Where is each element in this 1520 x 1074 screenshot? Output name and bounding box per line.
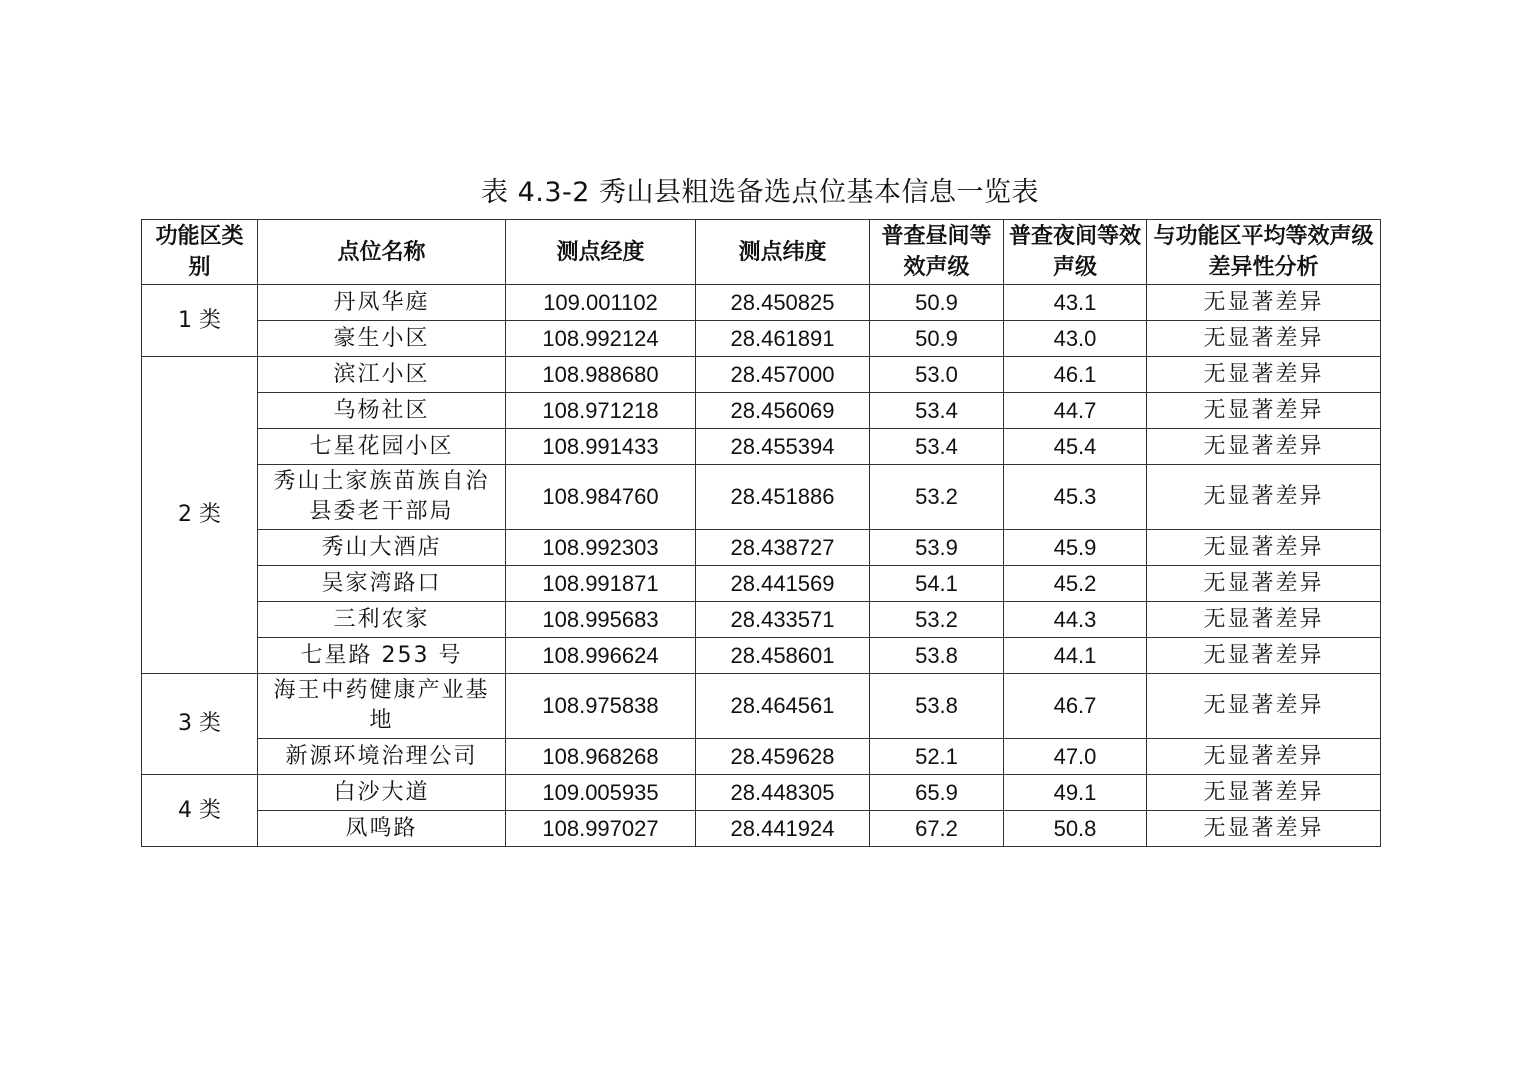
day-level-cell: 53.2 [870, 602, 1004, 638]
latitude-cell: 28.441569 [696, 566, 870, 602]
day-level-cell: 50.9 [870, 321, 1004, 357]
longitude-cell: 108.991871 [506, 566, 696, 602]
night-level-cell: 45.2 [1004, 566, 1147, 602]
table-row [142, 739, 1381, 775]
day-level-cell: 53.9 [870, 530, 1004, 566]
analysis-cell: 无显著差异 [1147, 357, 1381, 393]
header-point-name: 点位名称 [258, 220, 506, 285]
latitude-cell: 28.451886 [696, 465, 870, 530]
point-name-cell: 新源环境治理公司 [258, 739, 506, 775]
analysis-cell: 无显著差异 [1147, 638, 1381, 674]
latitude-cell: 28.456069 [696, 393, 870, 429]
longitude-cell: 108.988680 [506, 357, 696, 393]
table-row [142, 465, 1381, 530]
table-row [142, 285, 1381, 321]
table-row [142, 357, 1381, 393]
day-level-cell: 53.2 [870, 465, 1004, 530]
latitude-cell: 28.457000 [696, 357, 870, 393]
longitude-cell: 109.001102 [506, 285, 696, 321]
latitude-cell: 28.461891 [696, 321, 870, 357]
header-night-level: 普查夜间等效声级 [1004, 220, 1147, 285]
latitude-cell: 28.464561 [696, 674, 870, 739]
longitude-cell: 108.968268 [506, 739, 696, 775]
analysis-cell: 无显著差异 [1147, 465, 1381, 530]
day-level-cell: 65.9 [870, 775, 1004, 811]
night-level-cell: 45.9 [1004, 530, 1147, 566]
analysis-cell: 无显著差异 [1147, 393, 1381, 429]
night-level-cell: 49.1 [1004, 775, 1147, 811]
table-row [142, 393, 1381, 429]
night-level-cell: 43.1 [1004, 285, 1147, 321]
latitude-cell: 28.450825 [696, 285, 870, 321]
point-name-cell: 秀山土家族苗族自治县委老干部局 [258, 465, 506, 530]
latitude-cell: 28.448305 [696, 775, 870, 811]
day-level-cell: 54.1 [870, 566, 1004, 602]
day-level-cell: 50.9 [870, 285, 1004, 321]
longitude-cell: 108.984760 [506, 465, 696, 530]
latitude-cell: 28.438727 [696, 530, 870, 566]
category-cell: 4 类 [142, 775, 258, 847]
table-row [142, 602, 1381, 638]
table-row [142, 321, 1381, 357]
night-level-cell: 43.0 [1004, 321, 1147, 357]
point-name-cell: 吴家湾路口 [258, 566, 506, 602]
analysis-cell: 无显著差异 [1147, 321, 1381, 357]
header-latitude: 测点纬度 [696, 220, 870, 285]
longitude-cell: 108.996624 [506, 638, 696, 674]
header-day-level: 普查昼间等效声级 [870, 220, 1004, 285]
day-level-cell: 67.2 [870, 811, 1004, 847]
night-level-cell: 46.1 [1004, 357, 1147, 393]
longitude-cell: 108.975838 [506, 674, 696, 739]
night-level-cell: 44.1 [1004, 638, 1147, 674]
analysis-cell: 无显著差异 [1147, 775, 1381, 811]
table-row [142, 674, 1381, 739]
table-row [142, 811, 1381, 847]
table-title: 表 4.3-2 秀山县粗选备选点位基本信息一览表 [480, 177, 1040, 208]
analysis-cell: 无显著差异 [1147, 530, 1381, 566]
category-cell: 1 类 [142, 285, 258, 357]
day-level-cell: 53.8 [870, 674, 1004, 739]
night-level-cell: 50.8 [1004, 811, 1147, 847]
longitude-cell: 109.005935 [506, 775, 696, 811]
latitude-cell: 28.458601 [696, 638, 870, 674]
analysis-cell: 无显著差异 [1147, 429, 1381, 465]
table-row [142, 429, 1381, 465]
point-name-cell: 海王中药健康产业基地 [258, 674, 506, 739]
header-analysis: 与功能区平均等效声级差异性分析 [1147, 220, 1381, 285]
header-row [142, 220, 1381, 285]
point-name-cell: 乌杨社区 [258, 393, 506, 429]
night-level-cell: 47.0 [1004, 739, 1147, 775]
latitude-cell: 28.455394 [696, 429, 870, 465]
category-cell: 2 类 [142, 357, 258, 674]
longitude-cell: 108.991433 [506, 429, 696, 465]
night-level-cell: 45.4 [1004, 429, 1147, 465]
day-level-cell: 53.4 [870, 429, 1004, 465]
analysis-cell: 无显著差异 [1147, 674, 1381, 739]
point-name-cell: 三利农家 [258, 602, 506, 638]
analysis-cell: 无显著差异 [1147, 602, 1381, 638]
header-longitude: 测点经度 [506, 220, 696, 285]
table-row [142, 566, 1381, 602]
longitude-cell: 108.997027 [506, 811, 696, 847]
longitude-cell: 108.971218 [506, 393, 696, 429]
night-level-cell: 46.7 [1004, 674, 1147, 739]
analysis-cell: 无显著差异 [1147, 739, 1381, 775]
day-level-cell: 53.8 [870, 638, 1004, 674]
point-name-cell: 秀山大酒店 [258, 530, 506, 566]
table-row [142, 775, 1381, 811]
day-level-cell: 53.0 [870, 357, 1004, 393]
longitude-cell: 108.992303 [506, 530, 696, 566]
table-row [142, 638, 1381, 674]
header-category: 功能区类别 [142, 220, 258, 285]
analysis-cell: 无显著差异 [1147, 285, 1381, 321]
night-level-cell: 44.7 [1004, 393, 1147, 429]
table-row [142, 530, 1381, 566]
latitude-cell: 28.441924 [696, 811, 870, 847]
point-name-cell: 白沙大道 [258, 775, 506, 811]
monitoring-points-table [141, 219, 1381, 847]
point-name-cell: 滨江小区 [258, 357, 506, 393]
point-name-cell: 丹凤华庭 [258, 285, 506, 321]
longitude-cell: 108.995683 [506, 602, 696, 638]
latitude-cell: 28.459628 [696, 739, 870, 775]
category-cell: 3 类 [142, 674, 258, 775]
point-name-cell: 豪生小区 [258, 321, 506, 357]
day-level-cell: 53.4 [870, 393, 1004, 429]
analysis-cell: 无显著差异 [1147, 566, 1381, 602]
latitude-cell: 28.433571 [696, 602, 870, 638]
analysis-cell: 无显著差异 [1147, 811, 1381, 847]
night-level-cell: 45.3 [1004, 465, 1147, 530]
point-name-cell: 七星路 253 号 [258, 638, 506, 674]
night-level-cell: 44.3 [1004, 602, 1147, 638]
point-name-cell: 七星花园小区 [258, 429, 506, 465]
day-level-cell: 52.1 [870, 739, 1004, 775]
point-name-cell: 凤鸣路 [258, 811, 506, 847]
longitude-cell: 108.992124 [506, 321, 696, 357]
